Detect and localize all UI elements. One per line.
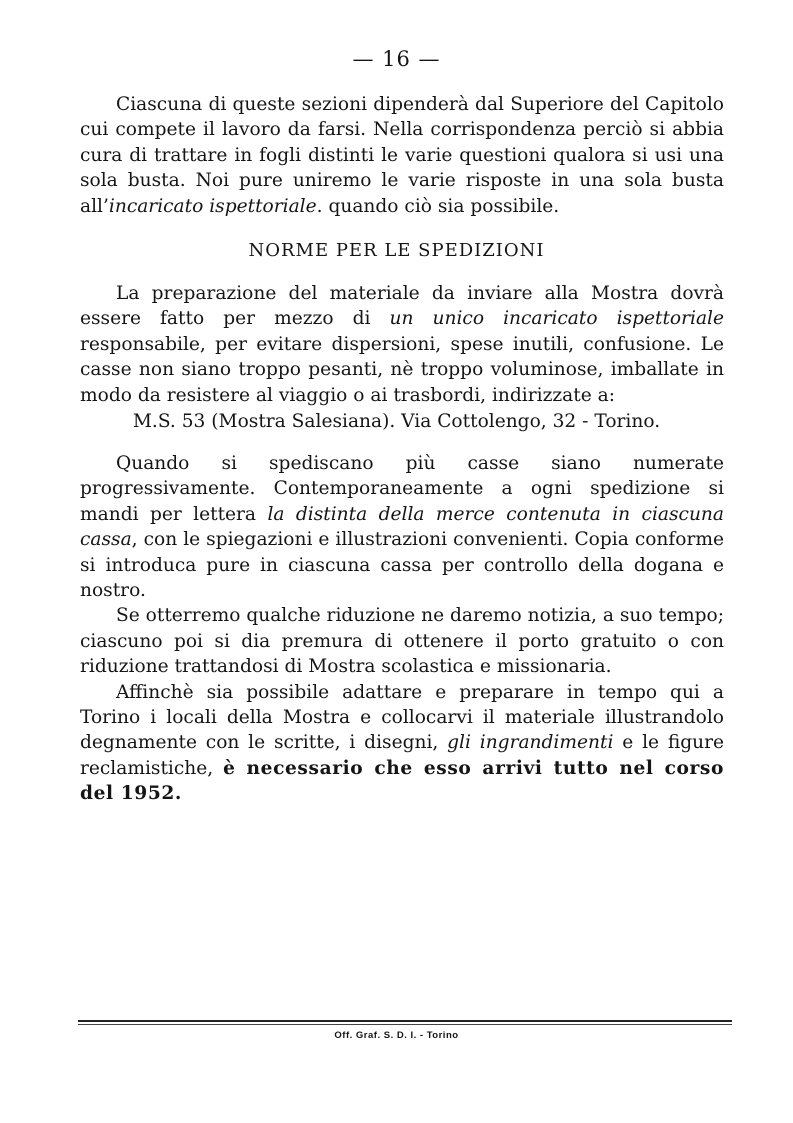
footer-rule-thin — [78, 1024, 732, 1025]
paragraph-deadline — [80, 680, 724, 807]
footer-rule — [78, 1020, 732, 1022]
italic-phrase: un unico incaricato ispettoriale — [389, 308, 724, 330]
paragraph-mid: e le figure reclamistiche, — [80, 732, 725, 779]
instructions-section — [80, 451, 724, 807]
paragraph-end: , con le spiegazioni e illustrazioni convenienti. Copia conforme si introduca pure in ciascuna cassa per controllo della dogana e nostro. — [80, 529, 724, 602]
shipping-address: M.S. 53 (Mostra Salesiana). Via Cottolengo, 32 - Torino. — [132, 411, 661, 432]
printer-imprint: Off. Graf. S. D. I. - Torino — [334, 1030, 459, 1041]
paragraph-preparation — [80, 281, 724, 408]
paragraph-text: Affinchè sia possibile adattare e preparare in tempo qui a Torino i locali della Mostra e collocarvi il materiale illustrandolo degnamente con le scritte, i disegni, — [80, 681, 724, 754]
paragraph-reduction — [80, 603, 724, 679]
shipping-section — [80, 281, 724, 408]
page-number: — 16 — — [352, 47, 441, 71]
paragraph-text: Quando si spediscano più casse siano numerate progressivamente. Contemporaneamente a ogni spedizione si mandi per lettera — [80, 453, 724, 525]
italic-phrase: gli ingrandimenti — [447, 732, 614, 754]
paragraph-numbering — [80, 451, 724, 603]
intro-section — [80, 92, 724, 219]
italic-phrase: incaricato ispettoriale — [108, 195, 317, 217]
paragraph-end: responsabile, per evitare dispersioni, spese inutili, confusione. Le casse non siano troppo pesanti, nè troppo voluminose, imballate in modo da resistere al viaggio o ai trasbordi, indirizzate a: — [80, 333, 724, 406]
italic-phrase: la distinta della merce contenuta in ciascuna cassa — [80, 503, 724, 551]
paragraph-text: La preparazione del materiale da inviare alla Mostra dovrà essere fatto per mezzo di — [80, 283, 724, 330]
bold-phrase: è necessario che esso arrivi tutto nel corso del 1952. — [80, 757, 725, 805]
section-heading: NORME PER LE SPEDIZIONI — [248, 240, 545, 261]
paragraph-text: Ciascuna di queste sezioni dipenderà dal Superiore del Capitolo cui compete il lavoro da farsi. Nella corrispondenza perciò si abbia cura di trattare in fogli distinti le varie questioni qualora si usi una sola busta. Noi pure uniremo le varie risposte in una sola busta all’ — [80, 94, 724, 217]
paragraph-text: Se otterremo qualche riduzione ne daremo notizia, a suo tempo; ciascuno poi si dia premura di ottenere il porto gratuito o con riduzione trattandosi di Mostra scolastica e missionaria. — [80, 605, 724, 678]
paragraph-sections — [80, 92, 724, 219]
paragraph-end: . quando ciò sia possibile. — [316, 195, 560, 217]
